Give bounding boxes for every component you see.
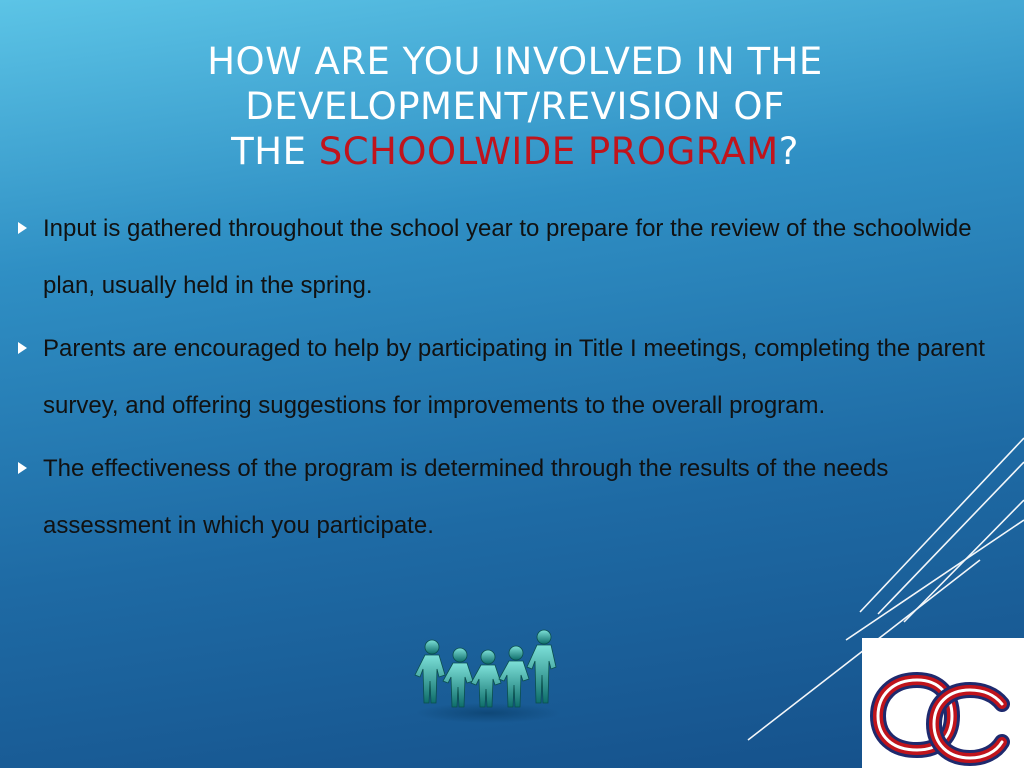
bullet-item <box>16 200 1016 314</box>
triangle-bullet-icon <box>18 462 27 474</box>
bullet-text: Parents are encouraged to help by participating in Title I meetings, completing the parent survey, and offering suggestions for improvements to the overall program. <box>43 335 985 419</box>
slide-title <box>150 39 880 174</box>
title-prefix: THE <box>231 129 319 173</box>
people-holding-hands-icon <box>410 625 565 725</box>
triangle-bullet-icon <box>18 222 27 234</box>
bullet-item <box>16 440 1016 554</box>
title-line-2: DEVELOPMENT/REVISION OF <box>245 84 785 128</box>
title-line-1: HOW ARE YOU INVOLVED IN THE <box>207 39 823 83</box>
bullet-text: The effectiveness of the program is determined through the results of the needs assessment in which you participate. <box>43 455 889 539</box>
triangle-bullet-icon <box>18 342 27 354</box>
oc-logo-icon <box>862 638 1024 768</box>
bullet-text: Input is gathered throughout the school year to prepare for the review of the schoolwide plan, usually held in the spring. <box>43 215 972 299</box>
title-suffix: ? <box>778 129 799 173</box>
title-accent: SCHOOLWIDE PROGRAM <box>318 129 779 173</box>
title-line-3 <box>150 129 880 174</box>
bullet-list <box>16 200 1016 560</box>
school-logo <box>862 638 1024 768</box>
bullet-item <box>16 320 1016 434</box>
